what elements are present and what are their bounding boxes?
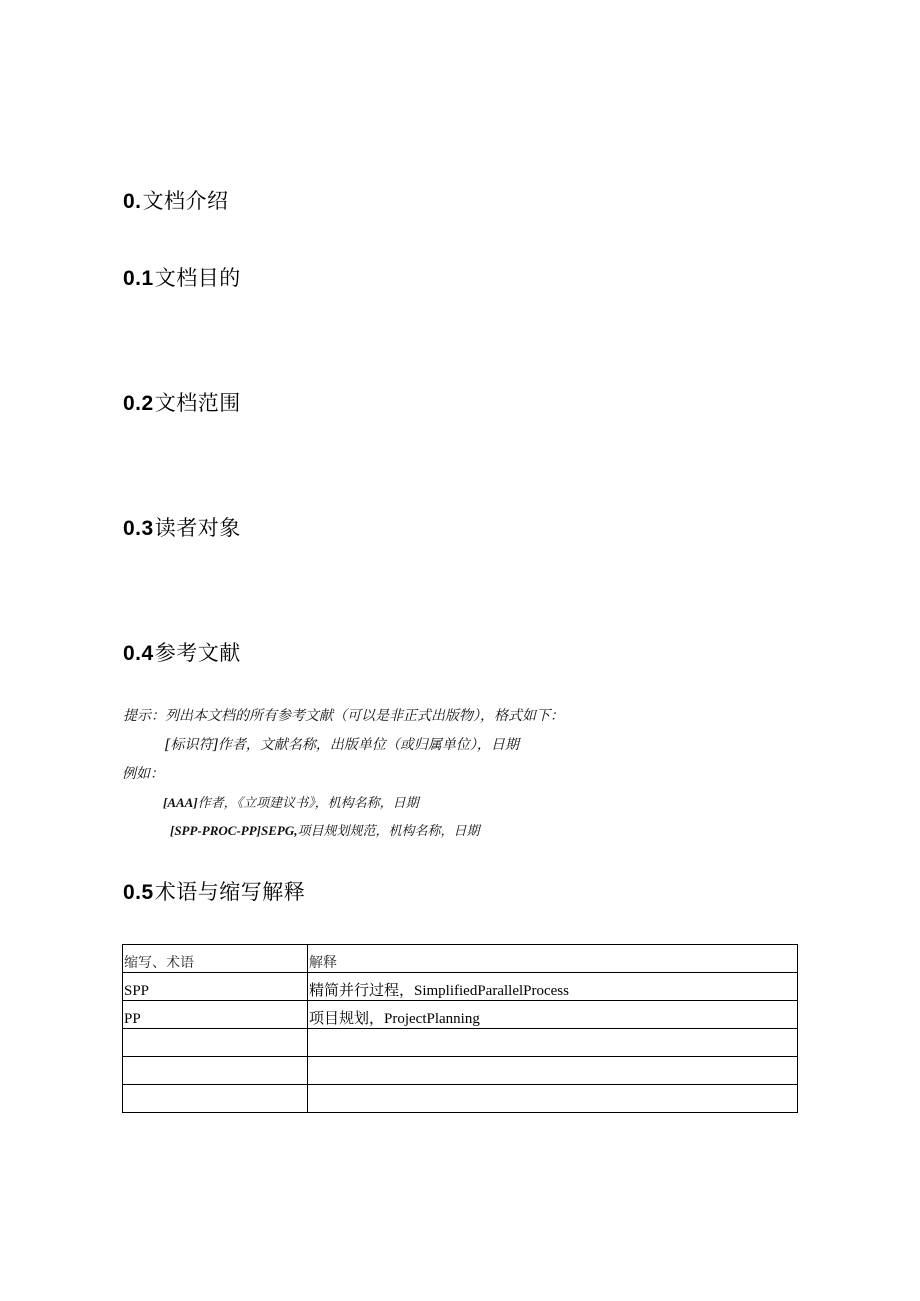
heading-title: 读者对象 (154, 516, 241, 540)
table-cell-term (123, 1057, 308, 1085)
heading-references (123, 641, 241, 666)
table-cell-term (123, 1085, 308, 1113)
heading-number: 0. (123, 190, 142, 213)
table-row (123, 1057, 798, 1085)
table-cell-explanation: 项目规划，ProjectPlanning (308, 1001, 798, 1029)
heading-document-scope (123, 391, 241, 416)
table-row (123, 1001, 798, 1029)
heading-title: 参考文献 (154, 641, 241, 665)
reference-example-1 (163, 794, 419, 813)
heading-document-purpose (123, 266, 241, 291)
table-header-term: 缩写、术语 (123, 945, 308, 973)
heading-document-intro (123, 189, 229, 214)
table-row (123, 973, 798, 1001)
references-example-label: 例如： (122, 766, 164, 782)
table-row (123, 1029, 798, 1057)
table-cell-explanation (308, 1029, 798, 1057)
table-header-row (123, 945, 798, 973)
reference-text: 作者，《立项建议书》，机构名称，日期 (197, 796, 419, 811)
heading-number: 0.5 (123, 881, 154, 904)
table-cell-term (123, 1029, 308, 1057)
table-cell-term: SPP (123, 973, 308, 1001)
references-hint: 提示：列出本文档的所有参考文献（可以是非正式出版物），格式如下： (123, 708, 564, 724)
terms-table (122, 944, 798, 1113)
heading-title: 文档目的 (154, 266, 241, 290)
heading-number: 0.1 (123, 267, 154, 290)
table-row (123, 1085, 798, 1113)
table-header-explanation: 解释 (308, 945, 798, 973)
reference-code: [AAA] (163, 795, 198, 810)
heading-number: 0.4 (123, 642, 154, 665)
heading-title: 术语与缩写解释 (154, 880, 306, 904)
reference-example-2 (170, 822, 479, 841)
heading-number: 0.3 (123, 517, 154, 540)
heading-target-readers (123, 516, 241, 541)
table-cell-explanation (308, 1057, 798, 1085)
table-cell-term: PP (123, 1001, 308, 1029)
reference-code: [SPP-PROC-PP]SEPG, (170, 823, 298, 838)
heading-title: 文档范围 (154, 391, 241, 415)
table-cell-explanation: 精简并行过程，SimplifiedParallelProcess (308, 973, 798, 1001)
references-format: [标识符]作者，文献名称，出版单位（或归属单位），日期 (165, 737, 519, 753)
heading-terms-abbreviations (123, 880, 305, 905)
heading-number: 0.2 (123, 392, 154, 415)
reference-text: 项目规划规范，机构名称，日期 (297, 824, 480, 839)
heading-title: 文档介绍 (142, 189, 229, 213)
table-cell-explanation (308, 1085, 798, 1113)
